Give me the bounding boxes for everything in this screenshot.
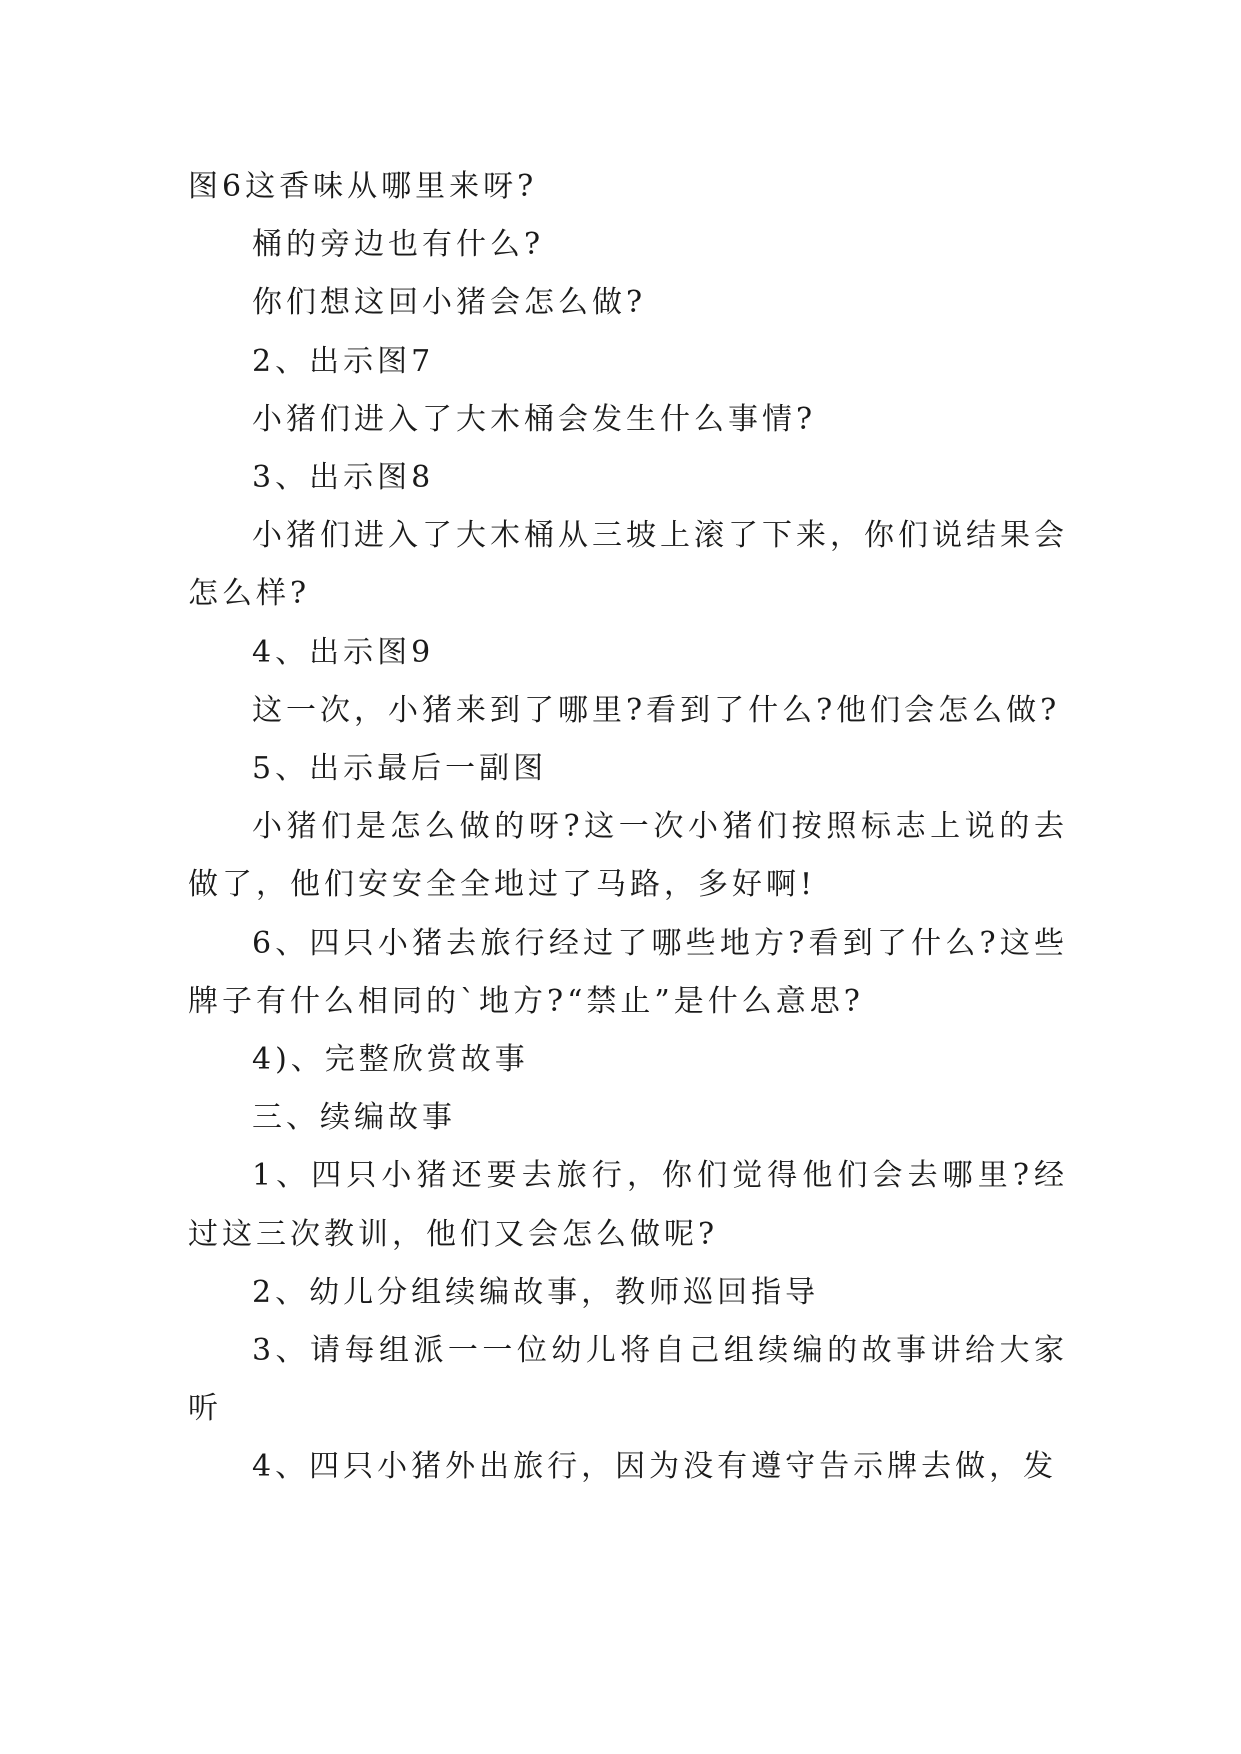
paragraph: 4)、完整欣赏故事 — [252, 1042, 529, 1078]
paragraph: 这一次，小猪来到了哪里?看到了什么?他们会怎么做? — [252, 692, 1061, 728]
paragraph: 2、幼儿分组续编故事，教师巡回指导 — [252, 1274, 820, 1310]
paragraph: 图6这香味从哪里来呀? — [188, 169, 538, 204]
paragraph: 4、四只小猪外出旅行，因为没有遵守告示牌去做，发 — [252, 1449, 1058, 1485]
paragraph: 6、四只小猪去旅行经过了哪些地方?看到了什么?这些牌子有什么相同的`地方?“禁止”是什么意思? — [188, 925, 1068, 1019]
paragraph: 小猪们进入了大木桶会发生什么事情? — [252, 401, 817, 437]
paragraph: 小猪们进入了大木桶从三坡上滚了下来，你们说结果会怎么样? — [188, 518, 1068, 612]
paragraph: 1、四只小猪还要去旅行，你们觉得他们会去哪里?经过这三次教训，他们又会怎么做呢? — [188, 1158, 1068, 1252]
document-body — [188, 158, 1068, 1497]
paragraph: 三、续编故事 — [252, 1100, 456, 1136]
paragraph: 5、出示最后一副图 — [252, 751, 548, 787]
paragraph: 3、请每组派一一位幼儿将自己组续编的故事讲给大家听 — [188, 1333, 1068, 1427]
paragraph: 你们想这回小猪会怎么做? — [252, 285, 647, 321]
paragraph: 桶的旁边也有什么? — [252, 227, 545, 263]
paragraph: 小猪们是怎么做的呀?这一次小猪们按照标志上说的去做了，他们安安全全地过了马路，多好啊! — [188, 809, 1068, 903]
paragraph: 2、出示图7 — [252, 343, 435, 379]
paragraph: 3、出示图8 — [252, 460, 435, 496]
paragraph: 4、出示图9 — [252, 634, 435, 670]
